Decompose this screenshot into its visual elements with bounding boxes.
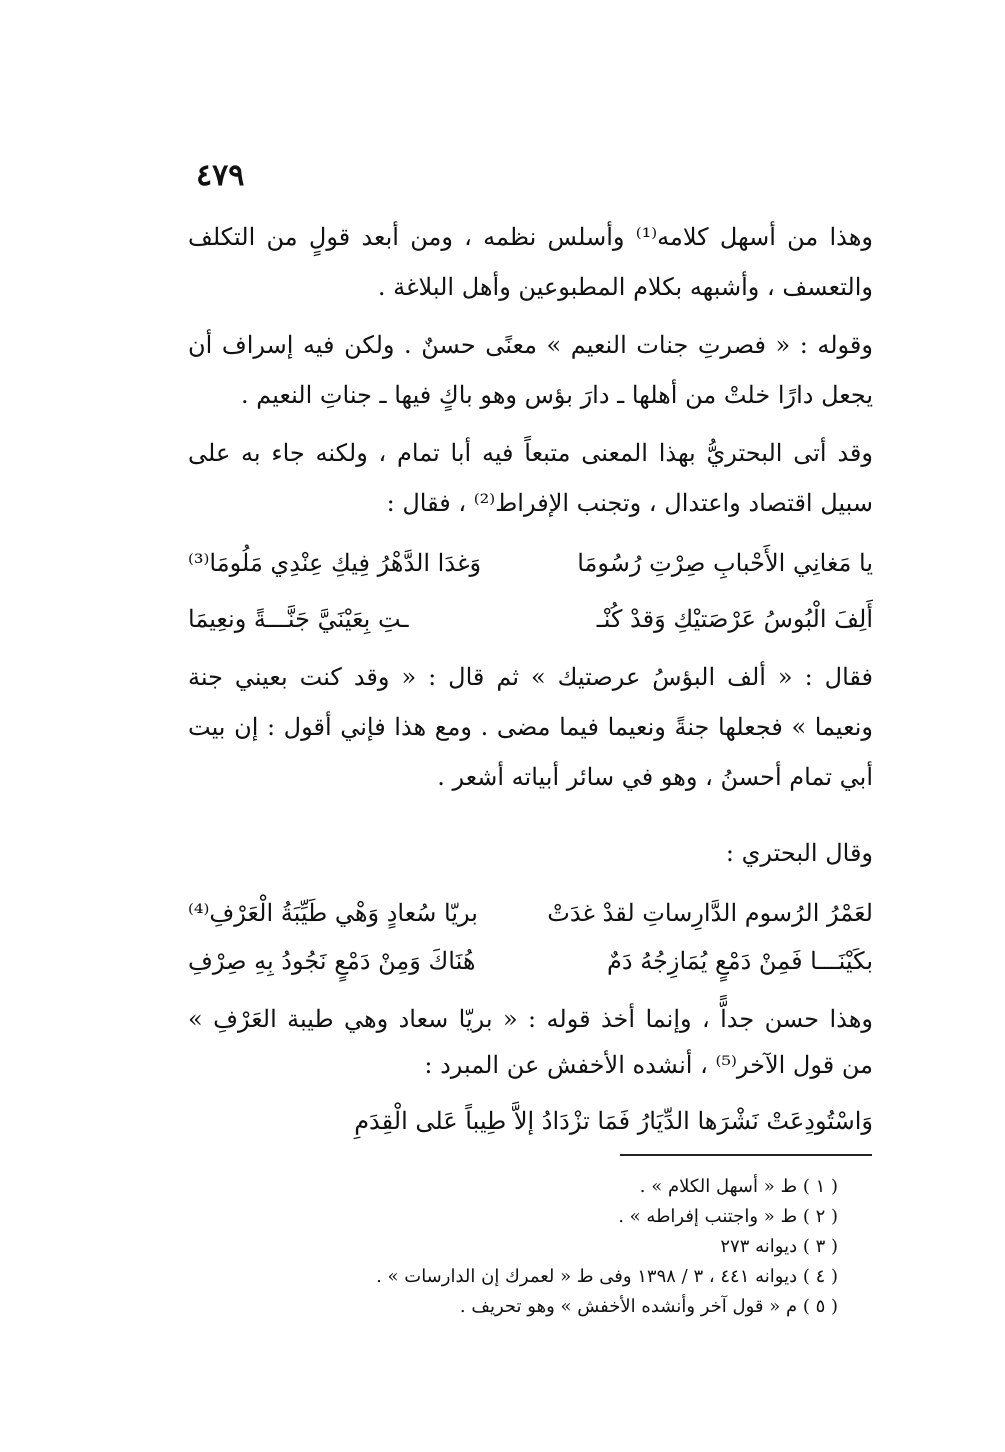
verse-5-line: وَاسْتُودِعَتْ نَشْرَها الدِّيَارُ فَمَا تزْدَادُ إلاَّ طِيباً عَلى الْقِدَمِ	[354, 1107, 873, 1135]
footnote-5: ( ٥ ) م « قول آخر وأنشده الأخفش » وهو تحريف .	[459, 1296, 838, 1317]
verse-3-second-hemistich: بريّا سُعادٍ وَهْي طَيِّبَةُ الْعَرْفِ⁽⁴⁾	[188, 899, 478, 927]
paragraph-2: وقوله : « فصرتِ جنات النعيم » معنًى حسنٌ . ولكن فيه إسراف أن يجعل دارًا خلتْ من أهلها ـ دارَ بؤس وهو باكٍ فيها ـ جناتِ النعيم .	[188, 331, 873, 409]
verse-1	[188, 538, 873, 588]
verse-3-first-hemistich: لعَمْرُ الرُسوم الدَّارِساتِ لقدْ غدَتْ	[547, 899, 873, 927]
verse-3	[188, 888, 873, 938]
verse-4	[188, 936, 873, 986]
footnote-1: ( ١ ) ط « أسهل الكلام » .	[639, 1176, 838, 1197]
footnote-separator	[620, 1154, 872, 1156]
verse-2-first-hemistich: أَلِفَ الْبُوسُ عَرْصَتيْكِ وَقدْ كُنْـ	[596, 605, 873, 633]
verse-2-second-hemistich: ـتِ بِعَيْنَيَّ جَنَّـــةً ونعِيمَا	[188, 605, 409, 633]
verse-1-second-hemistich: وَغدَا الدَّهْرُ فِيكِ عِنْدِي مَلُومَا⁽³⁾	[188, 549, 482, 577]
page-number: ٤٧٩	[196, 158, 245, 193]
paragraph-1: وهذا من أسهل كلامه⁽¹⁾ وأسلس نظمه ، ومن أبعد قولٍ من التكلف والتعسف ، وأشبهه بكلام المطبوعين وأهل البلاغة .	[188, 223, 873, 301]
verse-4-second-hemistich: هُنَاكَ وَمِنْ دَمْعٍ نَجُودُ بِهِ صِرْفِ	[188, 947, 476, 975]
paragraph-3: وقد أتى البحتريُّ بهذا المعنى متبعاً فيه أبا تمام ، ولكنه جاء به على سبيل اقتصاد واعتدال ، وتجنب الإفراط⁽²⁾ ، فقال :	[188, 439, 873, 517]
footnote-2: ( ٢ ) ط « واجتنب إفراطه » .	[618, 1206, 838, 1227]
paragraph-6: وهذا حسن جداًّ ، وإنما أخذ قوله : « بريّا سعاد وهي طيبة العَرْفِ » من قول الآخر⁽⁵⁾ ، أنشده الأخفش عن المبرد :	[188, 1005, 873, 1079]
verse-1-first-hemistich: يا مَغانِي الأَحْبابِ صِرْتِ رُسُومَا	[577, 549, 873, 577]
verse-4-first-hemistich: بكَيْنَـــا فَمِنْ دَمْعٍ يُمَازِجُهُ دَمٌ	[607, 947, 873, 975]
footnotes	[376, 1172, 838, 1322]
footnote-3: ( ٣ ) ديوانه ٢٧٣	[720, 1236, 838, 1257]
paragraph-4: فقال : « ألف البؤسُ عرصتيك » ثم قال : « وقد كنت بعيني جنة ونعيما » فجعلها جنةً ونعيما فيما مضى . ومع هذا فإني أقول : إن بيت أبي تمام أحسنُ ، وهو في سائر أبياته أشعر .	[188, 663, 873, 791]
verse-2	[188, 594, 873, 644]
main-text	[188, 212, 873, 1152]
footnote-4: ( ٤ ) ديوانه ٤٤١ ، ٣ / ١٣٩٨ وفى ط « لعمرك إن الدارسات » .	[376, 1266, 838, 1287]
verse-5	[188, 1096, 873, 1146]
paragraph-5: وقال البحتري :	[725, 839, 873, 867]
